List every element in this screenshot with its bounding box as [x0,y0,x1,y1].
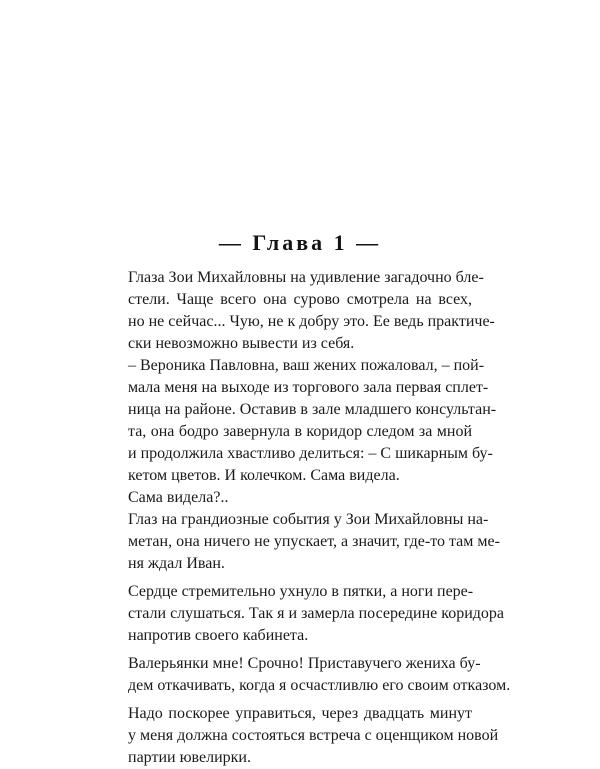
text-line: – Вероника Павловна, ваш жених пожаловал, – пой- [128,357,485,374]
text-line: но не сейчас... Чую, не к добру это. Ее ведь практиче- [128,313,495,330]
text-line: дем откачивать, когда я осчастливлю его своим отказом. [128,677,511,694]
text-line: у меня должна состояться встреча с оценщиком новой [128,727,499,744]
chapter-body [128,267,511,769]
text-line: и продолжила хвастливо делиться: – С шикарным бу- [128,445,493,462]
text-line: напротив своего кабинета. [128,627,309,644]
paragraph [128,653,511,697]
text-line: партии ювелирки. [128,749,251,766]
text-line: Надо поскорее управиться, через двадцать минут [128,705,472,722]
text-line: ски невозможно вывести из себя. [128,335,355,352]
text-line: та, она бодро завернула в коридор следом за мной [128,423,472,440]
text-line: Глаза Зои Михайловны на удивление загадочно бле- [128,269,484,286]
text-line: стали слушаться. Так я и замерла посередине коридора [128,605,504,622]
text-line: стели. Чаще всего она сурово смотрела на всех, [128,291,472,308]
text-line: Сама видела?.. [128,489,229,506]
text-line: кетом цветов. И колечком. Сама видела. [128,467,400,484]
text-line: Глаз на грандиозные события у Зои Михайловны на- [128,511,489,528]
paragraph [128,267,495,355]
paragraph [128,509,500,575]
text-line: метан, она ничего не упускает, а значит, где-то там ме- [128,533,500,550]
text-line: Сердце стремительно ухнуло в пятки, а ноги пере- [128,583,474,600]
paragraph [128,355,497,487]
text-line: ня ждал Иван. [128,555,225,572]
paragraph [128,581,504,647]
text-line: ница на районе. Оставив в зале младшего консультан- [128,401,497,418]
paragraph [128,487,472,509]
paragraph [128,703,499,769]
chapter-title: — Глава 1 — [218,230,382,255]
text-line: Валерьянки мне! Срочно! Приставучего жениха бу- [128,655,481,672]
text-line: мала меня на выходе из торгового зала первая сплет- [128,379,489,396]
